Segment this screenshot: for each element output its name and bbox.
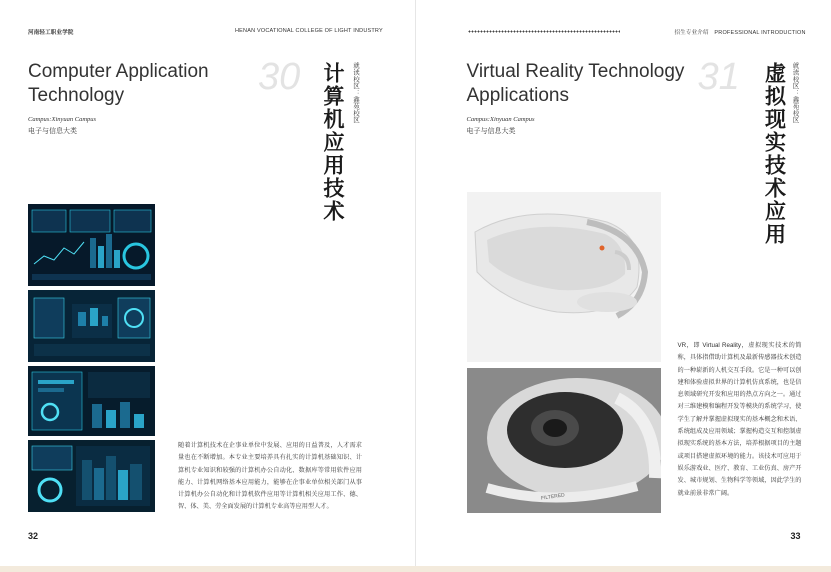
major-number: 30 <box>258 56 301 98</box>
dashboard-photo-2 <box>28 290 155 362</box>
campus-cn-vertical: 就读校区：鑫苑校区 <box>791 62 800 124</box>
major-title-cn-vertical: 虚拟现实技术应用 <box>762 62 788 246</box>
page-number: 32 <box>28 531 39 541</box>
right-page <box>416 0 831 566</box>
category-cn: 电子与信息大类 <box>28 128 77 135</box>
dashboard-photo-3 <box>28 366 155 436</box>
dotted-divider <box>468 30 620 33</box>
campus-en: Campus:Xinyuan Campus <box>28 116 97 123</box>
major-title-en-line2: Applications <box>466 85 569 106</box>
major-title-en <box>28 60 209 108</box>
category-cn: 电子与信息大类 <box>466 128 516 135</box>
bottom-edge <box>0 566 831 572</box>
vr-headset-photo-1 <box>467 192 661 362</box>
page-number: 33 <box>790 531 801 541</box>
major-title-en-line1: Virtual Reality Technology <box>466 61 685 82</box>
campus-cn-vertical: 就读校区：鑫苑校区 <box>352 62 360 124</box>
college-name-en: HENAN VOCATIONAL COLLEGE OF LIGHT INDUSTRY <box>235 28 383 34</box>
dashboard-photo-4 <box>28 440 155 512</box>
major-title-en-line2: Technology <box>28 85 125 106</box>
section-header: 招生专业介绍 PROFESSIONAL INTRODUCTION <box>674 30 806 36</box>
major-title-en <box>467 60 685 108</box>
major-number: 31 <box>697 56 740 98</box>
major-title-en-line1: Computer Application <box>28 61 209 82</box>
dashboard-photo-1 <box>28 204 155 286</box>
major-title-cn-vertical: 计算机应用技术 <box>321 62 346 223</box>
headset-label: FILTERED <box>540 492 565 502</box>
left-page <box>0 0 416 566</box>
college-name-cn: 河南轻工职业学院 <box>28 30 74 36</box>
major-description: VR，即 Virtual Reality，虚拟现实技术的简称，具体指借助计算机及最新传感器技术创造的一种崭新的人机交互手段。它是一种可以创建和体验虚拟世界的计算机仿真系统，也是信息领域研究开发和应用的热点方向之一。通过对三维建模和编程开发等模块的系统学习，使学生了解并掌握虚拟现实的基本概念和术语、系统组成及应用领域；掌握构造交互和控制虚拟现实系统的基本方法，培养根据项目的主题或项目搭建虚拟环境的能力。该技术可应用于娱乐游戏业、医疗、教育、工业仿真、房产开发、城市规划、生物科学等领域，因此学生的就业前景非常广阔。 <box>677 342 802 497</box>
major-description: 随着计算机技术在企事业单位中发展、应用的日益普及，人才需求量也在不断增加。本专业主要培养具有扎实的计算机基础知识、计算机专业知识和较强的计算机办公自动化、数据库等常用软件应用能力、计算机网络基本应用能力，能够在企事业单位相关部门从事计算机办公自动化和计算机软件应用等计算机相关应用工作、德、智、体、美、劳全面发展的计算机专业高等应用型人才。 <box>178 442 362 511</box>
campus-en: Campus:Xinyuan Campus <box>466 116 535 123</box>
vr-headset-photo-2 <box>467 368 661 513</box>
